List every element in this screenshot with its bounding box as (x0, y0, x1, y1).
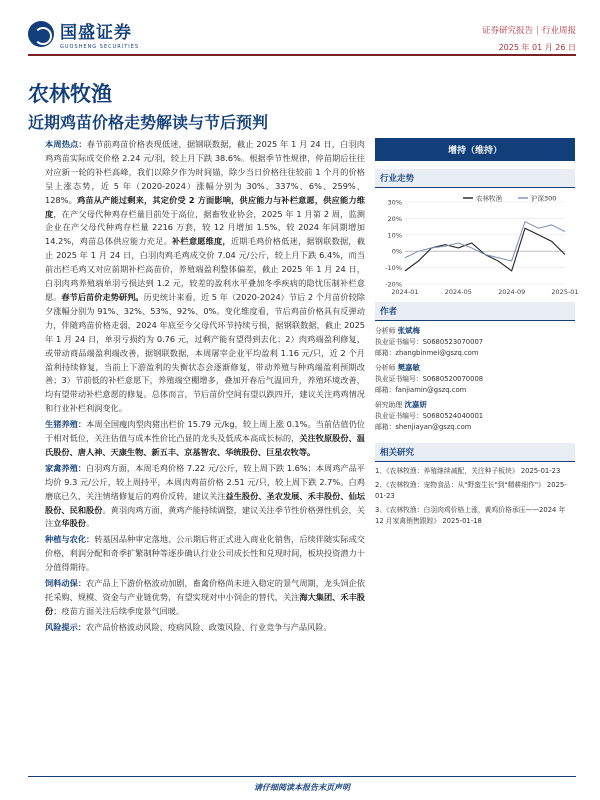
hotspot-text-d: 补栏意愿维度， (172, 236, 231, 247)
logo-cn: 国盛证券 (60, 23, 132, 43)
planting-text: 转基因品种审定落地、公示期后将正式进入商业化销售，后续伴随实际成交价格，利润分配和奇季扩繁制种等逐步确认行业公司成长性和兑现时间，板块投资潜力十分值得期待。 (45, 534, 365, 573)
report-type: 证券研究报告 | 行业周报 (482, 26, 576, 36)
x-tick-label: 2024-09 (498, 288, 526, 296)
poultry-text-c: 。黄羽肉鸡方面，黄鸡产能持续调整，建议关注季节性价格弹性机会，关注 (45, 504, 365, 529)
poultry-text-e: 。 (85, 518, 95, 529)
feed-label: 饲料动保： (45, 578, 87, 589)
legend-label-1: 农林牧渔 (476, 194, 502, 203)
paragraph-hog (45, 418, 365, 460)
y-tick-label: 10% (387, 231, 402, 240)
risk-label: 风险提示： (45, 621, 86, 632)
hotspot-text-a: 春节前鸡苗价格表现低迷，据钢联数据，截止 2025 年 1 月 24 日，白羽肉鸡鸡苗实际成交价格 2.24 元/羽，较上月下跌 38.6%。根据季节性规律，停苗期后往往对应新一轮的补栏高峰，我们以除夕作为时间锚，除少当日价格往往较前 1 个月的价格呈上涨态势，近 5 年（2020-2024）涨幅分别为 30%、337%、6%、259%、128%。 (45, 139, 365, 205)
author-3-cert: 执业证书编号：S0680524040001 (375, 412, 484, 420)
trend-chart (375, 192, 579, 302)
y-tick-label: -20% (385, 280, 402, 289)
y-tick-label: 20% (387, 214, 402, 223)
trend-chart-svg (375, 192, 579, 302)
author-1 (375, 325, 575, 362)
hotspot-text-g: 历史统计来看，近 5 年（2020-2024）节后 2 个月苗价较除夕涨幅分别为 91%、32%、53%、92%、0%。变化维度看，节后鸡苗价格具有反弹动力，伴随鸡苗价格走弱，2024 年底至今父母代环节持续亏损，据钢联数据，截止 2025 年 1 月 24 日，单羽亏损约为 0.76 元，过剩产能有望得到去化；2）肉鸡端盈利修复，或带动商品端盈利端改善，据钢联数据，本周屠宰企业平均盈利 1.16 元/只，近 2 个月盈利持续修复，当前上下游盈利的失衡状态会逐渐修复，带动养殖与种鸡端盈利预期改善；3）节前低的补栏意愿下，养殖端空棚增多，叠加开春后气温回升，养殖环境改善，均有望带动补栏意愿的修复。总体而言，节后苗价空间有望以跌四开，建议关注鸡鸡情况和行业补栏利润变化。 (45, 291, 365, 414)
report-type-label: 证券研究报告 (482, 26, 534, 36)
paragraph-hotspot (45, 138, 365, 416)
report-date: 2025 年 01 月 26 日 (498, 43, 576, 52)
paragraph-feed (45, 577, 365, 619)
hog-text-a: 本周全国瘦肉型肉猪出栏价 15.79 元/kg，较上周上涨 0.1%。当前估值仍位于相对低位，关注估值与成本性价比凸显的龙头及低成本高成长标的， (45, 419, 365, 444)
author-2-role: 分析师 (375, 364, 396, 372)
author-2-email[interactable]: 邮箱：fanjiamin@gszq.com (375, 386, 467, 394)
x-tick-label: 2025-01 (551, 288, 579, 296)
poultry-label: 家禽养殖： (45, 462, 86, 473)
y-tick-label: 30% (387, 198, 402, 207)
hotspot-text-e: 近期毛鸡价格低迷，据钢联数据，截止 2025 年 1 月 24 日，白羽肉鸡毛鸡成交价 7.04 元/公斤，较上月下跌 6.4%，而当前出栏毛鸡又对应前期补栏高苗价，养殖端盈利整体偏差，截止 2025 年 1 月 24 日，白羽肉鸡养殖端单羽亏损达到 1.2 元，较差的盈利水平叠加冬季疾病的隐忧压制补栏意愿。 (45, 236, 365, 302)
x-tick-label: 2024-05 (444, 288, 472, 296)
author-3 (375, 399, 575, 433)
poultry-text-b: 益生股份、圣农发展、禾丰股份、仙坛股份、民和股份 (45, 490, 365, 515)
author-1-role: 分析师 (375, 327, 396, 335)
report-title: 近期鸡苗价格走势解读与节后预判 (28, 113, 269, 132)
author-2-name: 樊嘉敏 (397, 363, 421, 372)
y-tick-label: 0% (391, 247, 402, 256)
y-tick-label: -10% (385, 264, 402, 273)
hotspot-text-f: 春节后苗价走势研判。 (61, 291, 144, 302)
report-header (28, 10, 576, 70)
header-divider (28, 54, 576, 56)
related-item-1[interactable]: 1、《农林牧渔：养殖继续减配，关注种子板块》 2025-01-23 (375, 467, 561, 475)
sidebar (375, 138, 579, 530)
hotspot-text-b: 鸡苗从产能过剩来，其定价受 2 方面影响，供应能力与补栏意愿，供应能力维度 (45, 194, 365, 219)
author-3-role: 研究助理 (375, 401, 403, 409)
author-1-cert: 执业证书编号：S0680523070007 (375, 338, 484, 346)
series-line-2 (405, 222, 565, 261)
paragraph-planting (45, 533, 365, 575)
poultry-text-a: 白羽鸡方面，本周毛鸡价格 7.22 元/公斤，较上周下跌 1.6%；本周鸡产品平均价 9.3 元/公斤，较上周持平，本周肉鸡苗价格 2.51 元/只，较上周下跌 2.7%。白鸡磨底已久，关注情绪修复后的鸡价反转，建议关注 (45, 462, 365, 501)
planting-label: 种植与农化： (45, 534, 95, 545)
sector-title: 农林牧渔 (28, 81, 112, 106)
related-section-title: 相关研究 (375, 443, 575, 462)
rating-badge: 增持（维持） (375, 138, 575, 161)
author-3-email[interactable]: 邮箱：shenjiayan@gszq.com (375, 423, 472, 431)
trend-section-title: 行业走势 (375, 169, 575, 188)
author-3-name: 沈嘉妍 (404, 400, 427, 409)
paragraph-risk (45, 621, 365, 635)
logo-en: GUOSHENG SECURITIES (60, 44, 140, 50)
hotspot-text-c: ，在产父母代种鸡存栏量目前处于高位，据畜牧业协会，2025 年 1 月第 2 周，监测企业在产父母代种鸡存栏量 2216 万套，较 12 月增加 1.5%，较 2024 年同期增加 14.2%，鸡苗总体供应能力充足。 (45, 208, 365, 247)
hotspot-label: 本周热点： (45, 139, 87, 149)
author-2 (375, 362, 575, 399)
footer-disclaimer: 请仔细阅读本报告末页声明 (28, 776, 576, 793)
logo-mark-icon (28, 21, 54, 47)
main-body (45, 138, 365, 637)
author-1-email[interactable]: 邮箱：zhangbinmei@gszq.com (375, 349, 479, 357)
feed-text-a: 农产品上下游价格波动加剧，畜禽价格尚未进入稳定的景气周期，龙头饲企依托采购、规模、资金与产业链优势，有望实现对中小饲企的替代，关注 (45, 578, 365, 602)
authors-section-title: 作者 (375, 302, 575, 321)
hog-label: 生猪养殖： (45, 419, 87, 430)
author-list (375, 325, 575, 433)
poultry-text-d: 立华股份 (53, 518, 86, 529)
feed-text-c: ；疫苗方面关注后续季度景气回暖。 (53, 605, 185, 616)
report-subtype-label: 行业周报 (541, 26, 576, 36)
x-tick-label: 2024-01 (391, 288, 419, 296)
risk-text: 农产品价格波动风险、疫病风险、政策风险、行业竞争与产品风险。 (85, 621, 332, 632)
related-item-3[interactable]: 3、《农林牧渔：白羽肉鸡价格上涨，黄鸡价格承压——2024 年 12 月家禽销售跟踪》 2025-01-18 (375, 506, 566, 525)
author-1-name: 张斌梅 (397, 326, 421, 335)
hog-text-b: 关注牧原股份、温氏股份、唐人神、天康生物、新五丰、京基智农、华统股份、巨星农牧等。 (45, 433, 365, 457)
feed-text-b: 海大集团、禾丰股份 (45, 592, 365, 616)
paragraph-poultry (45, 462, 365, 532)
legend-label-2: 沪深300 (531, 194, 557, 203)
company-logo (28, 18, 139, 50)
author-2-cert: 执业证书编号：S0680520070008 (375, 375, 484, 383)
related-item-2[interactable]: 2、《农林牧渔：宠物食品：从"野蛮生长"到"精耕细作"》 2025-01-23 (375, 481, 567, 500)
related-list (375, 466, 575, 527)
